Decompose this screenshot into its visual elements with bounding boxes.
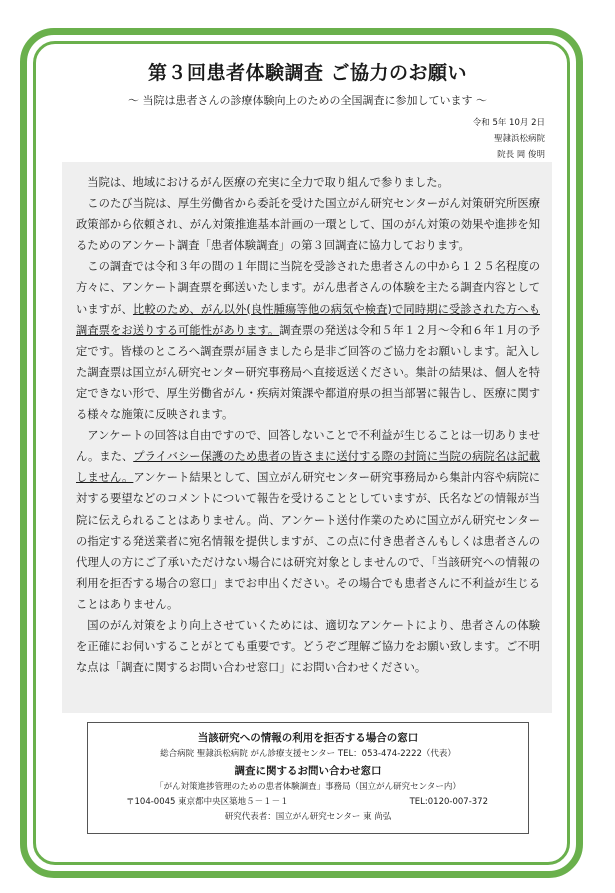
paragraph-privacy — [76, 425, 540, 615]
page-title: 第３回患者体験調査 ご協力のお願い — [147, 62, 468, 84]
privacy-text: アンケートの回答は自由ですので、回答しないことで不利益が生じることは一切ありません。また、 — [76, 429, 540, 464]
paragraph-closing: 国のがん対策をより向上させていくためには、適切なアンケートにより、患者さんの体験を正確にお伺いすることがとても重要です。どうぞご理解ご協力をお願い致します。ご不明な点は「調査に関するお問い合わせ窓口」にお問い合わせください。 — [76, 618, 540, 675]
inquiry-address: 〒104-0045 東京都中央区築地５－１－１ — [126, 797, 289, 807]
underlined-comparison-note: 比較のため、がん以外(良性腫瘍等他の病気や検査)で同時期に受診された方へも調査票をお送りする可能性があります。 — [76, 302, 540, 337]
paragraph-request: このたび当院は、厚生労働省から委託を受けた国立がん研究センターがん対策研究所医療政策部から依頼され、がん対策推進基本計画の一環として、国のがん対策の効果や進捗を知るためのアンケート調査「患者体験調査」の第３回調査に協力しております。 — [76, 197, 540, 253]
research-representative: 研究代表者：国立がん研究センター 東 尚弘 — [224, 812, 392, 822]
underlined-privacy-note: プライバシー保護のため患者の皆さまに送付する際の封筒に当院の病院名は記載しません。 — [76, 450, 540, 485]
paragraph-intro: 当院は、地域におけるがん医療の充実に全力で取り組んで参りました。 — [87, 176, 449, 189]
body-text-box — [62, 162, 552, 713]
privacy-text-2: アンケート結果として、国立がん研究センター研究事務局から集計内容や病院に対する要望などのコメントについて報告を受けることとしていますが、氏名などの情報が当院に伝えられることはありません。尚、アンケート送付作業のために国立がん研究センターの指定する発送業者に宛名情報を提供しますが、この点に付き患者さんもしくは患者さんの代理人の方にご了承いただけない場合には研究対象としませんので、「当該研究への情報の利用を拒否する場合の窓口」までお申出ください。その場合でも患者さんに不利益が生じることはありません。 — [76, 471, 540, 611]
survey-details-text-2: 調査票の発送は令和５年１２月～令和６年１月の予定です。皆様のところへ調査票が届きましたら是非ご回答のご協力をお願いします。記入した調査票は国立がん研究センター研究事務局へ直接返送ください。集計の結果は、個人を特定できない形で、厚生労働省がん・疾病対策課や都道府県の担当部署に報告し、医療に関する様々な施策に反映されます。 — [76, 323, 540, 422]
document-meta — [473, 115, 545, 163]
survey-details-text: この調査では令和３年の間の１年間に当院を受診された患者さんの中から１２５名程度の方々に、アンケート調査票を郵送いたします。がん患者さんの体験を主たる調査内容としていますが、 — [76, 260, 540, 316]
director-name: 院長 岡 俊明 — [497, 150, 545, 160]
contact-box — [87, 722, 529, 834]
refusal-contact-heading: 当該研究への情報の利用を拒否する場合の窓口 — [197, 732, 419, 744]
inquiry-phone: TEL:0120-007-372 — [409, 797, 488, 807]
inquiry-contact-heading: 調査に関するお問い合わせ窓口 — [234, 765, 382, 777]
document-date: 令和 5年 10月 2日 — [472, 118, 545, 128]
address-row — [88, 795, 528, 810]
hospital-name: 聖隷浜松病院 — [493, 134, 545, 144]
inquiry-organization: 「がん対策進捗管理のための患者体験調査」事務局（国立がん研究センター内） — [155, 782, 461, 792]
paragraph-survey-details — [76, 256, 540, 425]
page-subtitle: ～ 当院は患者さんの診療体験向上のための全国調査に参加しています ～ — [128, 94, 487, 107]
refusal-contact-line: 総合病院 聖隷浜松病院 がん診療支援センター TEL：053-474-2222（代表） — [160, 749, 456, 759]
